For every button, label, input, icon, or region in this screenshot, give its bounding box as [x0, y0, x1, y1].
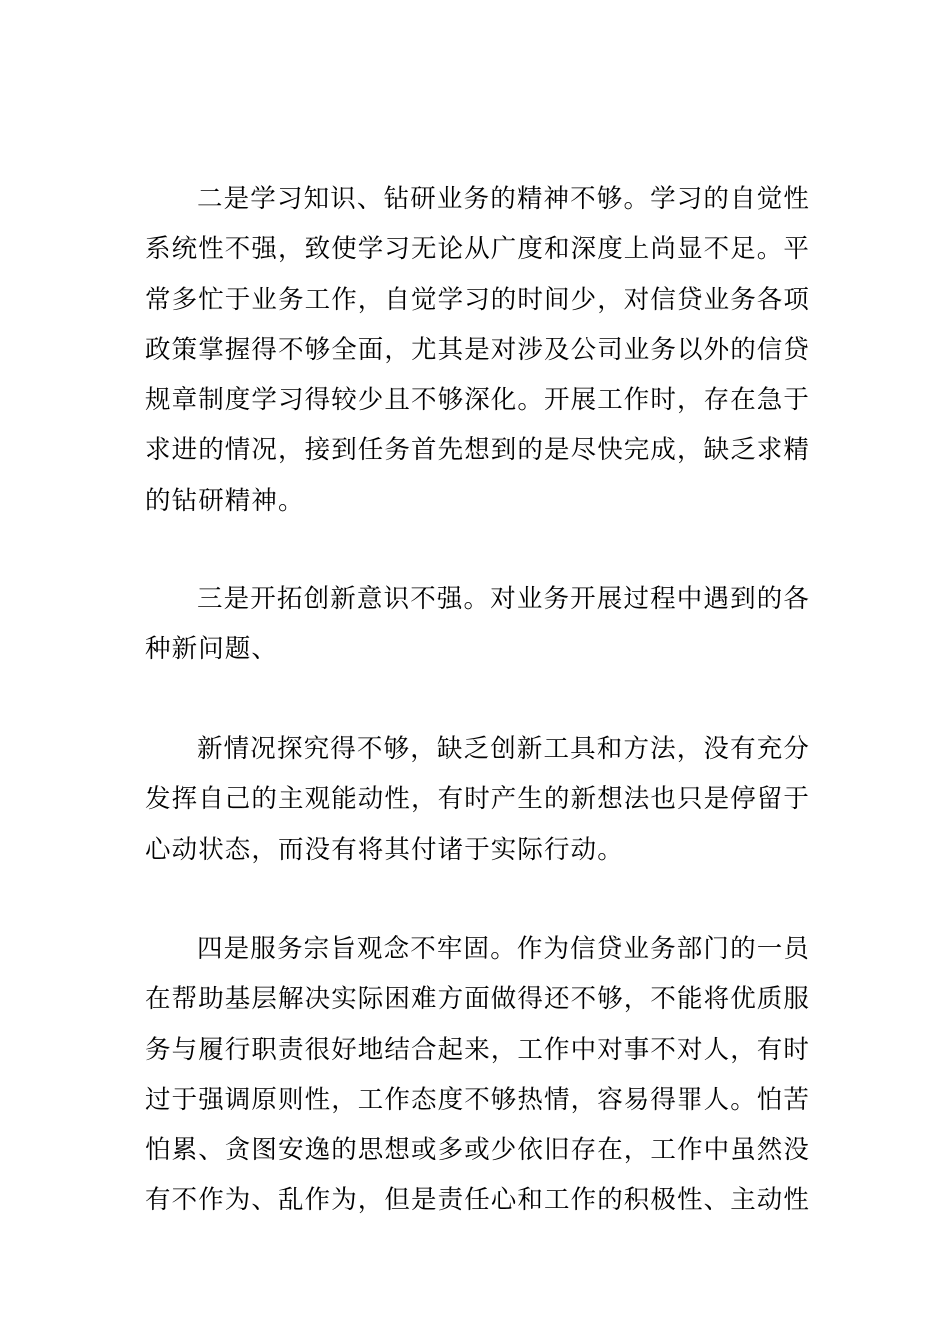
- paragraph-innovation-continued: 新情况探究得不够，缺乏创新工具和方法，没有充分发挥自己的主观能动性，有时产生的新想法也只是停留于心动状态，而没有将其付诸于实际行动。: [145, 734, 811, 865]
- paragraph-innovation: 三是开拓创新意识不强。对业务开展过程中遇到的各种新问题、: [145, 584, 810, 665]
- paragraph-learning: 二是学习知识、钻研业务的精神不够。学习的自觉性系统性不强，致使学习无论从广度和深度上尚显不足。平常多忙于业务工作，自觉学习的时间少，对信贷业务各项政策掌握得不够全面，尤其是对涉及公司业务以外的信贷规章制度学习得较少且不够深化。开展工作时，存在急于求进的情况，接到任务首先想到的是尽快完成，缺乏求精的钻研精神。: [145, 184, 811, 516]
- paragraph-service: 四是服务宗旨观念不牢固。作为信贷业务部门的一员在帮助基层解决实际困难方面做得还不够，不能将优质服务与履行职责很好地结合起来，工作中对事不对人，有时过于强调原则性，工作态度不够热情，容易得罪人。怕苦怕累、贪图安逸的思想或多或少依旧存在，工作中虽然没有不作为、乱作为，但是责任心和工作的积极性、主动性: [145, 934, 811, 1216]
